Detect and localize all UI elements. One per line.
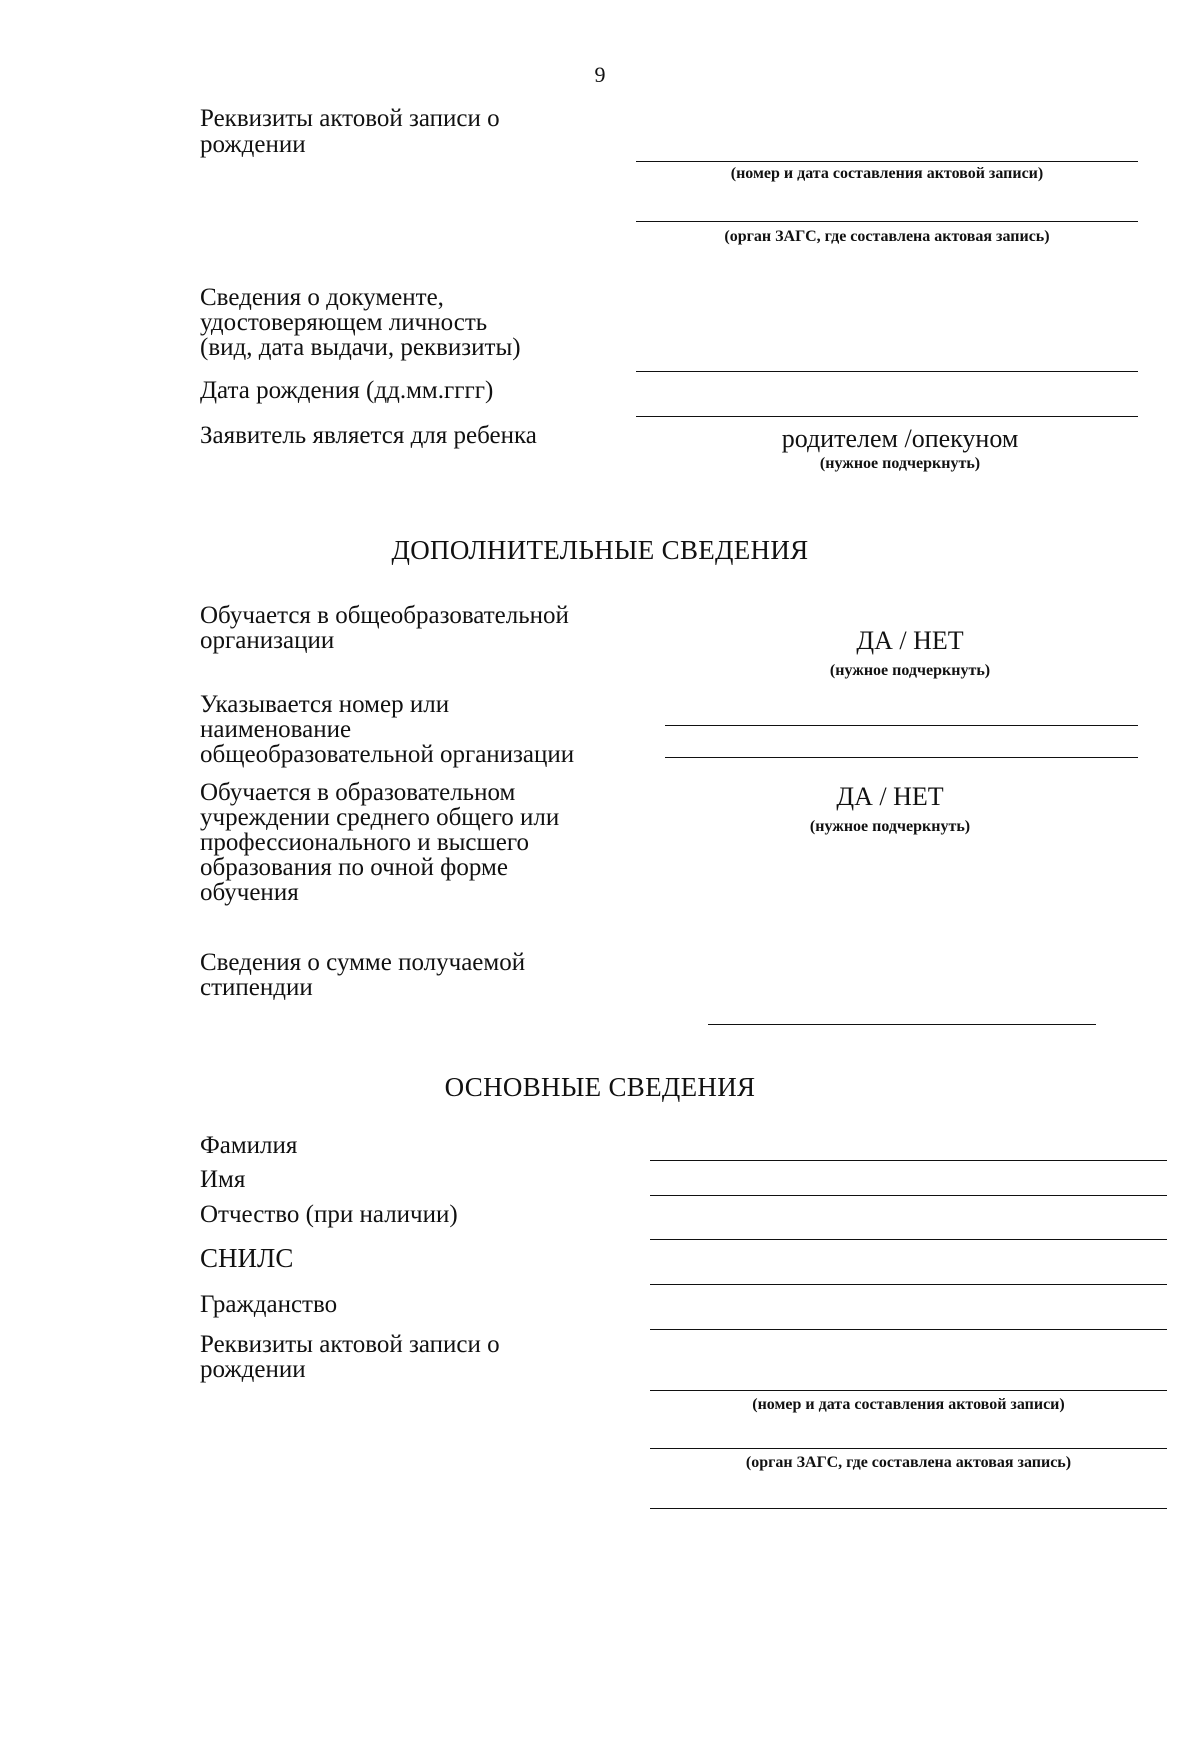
- college-label-line2: учреждении среднего общего или: [200, 804, 560, 831]
- main-extra-field[interactable]: [650, 1508, 1167, 1509]
- birth-record-label-line2: рождении: [200, 131, 306, 158]
- school-value[interactable]: ДА / НЕТ: [856, 626, 964, 655]
- school-name-label-line3: общеобразовательной организации: [200, 741, 575, 768]
- snils-field[interactable]: [650, 1284, 1167, 1285]
- birth-record-number-caption: (номер и дата составления актовой записи): [730, 165, 1044, 182]
- college-caption: (нужное подчеркнуть): [809, 818, 971, 835]
- school-name-field-2[interactable]: [665, 757, 1138, 758]
- surname-field[interactable]: [650, 1160, 1167, 1161]
- name-label: Имя: [200, 1166, 246, 1193]
- birth-record-label-line1: Реквизиты актовой записи о: [200, 105, 500, 132]
- main-birth-record-label-line1: Реквизиты актовой записи о: [200, 1331, 500, 1358]
- citizenship-label: Гражданство: [200, 1291, 338, 1318]
- birth-record-registry-caption: (орган ЗАГС, где составлена актовая запись): [724, 228, 1050, 245]
- applicant-value[interactable]: родителем /опекуном: [781, 424, 1019, 453]
- citizenship-field[interactable]: [650, 1329, 1167, 1330]
- id-doc-label-line3: (вид, дата выдачи, реквизиты): [200, 334, 521, 361]
- school-caption: (нужное подчеркнуть): [829, 662, 991, 679]
- additional-heading: ДОПОЛНИТЕЛЬНЫЕ СВЕДЕНИЯ: [391, 535, 809, 565]
- stipend-label-line1: Сведения о сумме получаемой: [200, 949, 526, 976]
- birth-record-number-field[interactable]: [636, 161, 1138, 162]
- snils-label: СНИЛС: [200, 1243, 294, 1273]
- college-value[interactable]: ДА / НЕТ: [836, 782, 944, 811]
- main-birth-record-registry-caption: (орган ЗАГС, где составлена актовая запись): [745, 1454, 1072, 1471]
- name-field[interactable]: [650, 1195, 1167, 1196]
- birth-date-field[interactable]: [636, 416, 1138, 417]
- page-number: 9: [594, 62, 606, 87]
- main-birth-record-registry-field[interactable]: [650, 1448, 1167, 1449]
- main-birth-record-number-caption: (номер и дата составления актовой записи): [752, 1396, 1065, 1413]
- main-heading: ОСНОВНЫЕ СВЕДЕНИЯ: [444, 1072, 756, 1102]
- main-birth-record-number-field[interactable]: [650, 1390, 1167, 1391]
- id-doc-label-line2: удостоверяющем личность: [200, 309, 488, 336]
- school-name-label-line1: Указывается номер или: [200, 691, 450, 718]
- school-label-line1: Обучается в общеобразовательной: [200, 602, 569, 629]
- birth-record-registry-field[interactable]: [636, 221, 1138, 222]
- school-name-label-line2: наименование: [200, 716, 352, 743]
- applicant-caption: (нужное подчеркнуть): [819, 455, 981, 472]
- school-name-field-1[interactable]: [665, 725, 1138, 726]
- college-label-line4: образования по очной форме: [200, 854, 508, 881]
- college-label-line3: профессионального и высшего: [200, 829, 530, 856]
- patronymic-field[interactable]: [650, 1239, 1167, 1240]
- school-label-line2: организации: [200, 627, 335, 654]
- id-doc-label-line1: Сведения о документе,: [200, 284, 444, 311]
- surname-label: Фамилия: [200, 1132, 298, 1159]
- college-label-line5: обучения: [200, 879, 299, 906]
- main-birth-record-label-line2: рождении: [200, 1356, 306, 1383]
- birth-date-label: Дата рождения (дд.мм.гггг): [200, 377, 494, 404]
- patronymic-label: Отчество (при наличии): [200, 1201, 458, 1228]
- applicant-label: Заявитель является для ребенка: [200, 422, 537, 449]
- college-label-line1: Обучается в образовательном: [200, 779, 516, 806]
- stipend-field[interactable]: [708, 1024, 1096, 1025]
- stipend-label-line2: стипендии: [200, 974, 313, 1001]
- id-doc-field[interactable]: [636, 371, 1138, 372]
